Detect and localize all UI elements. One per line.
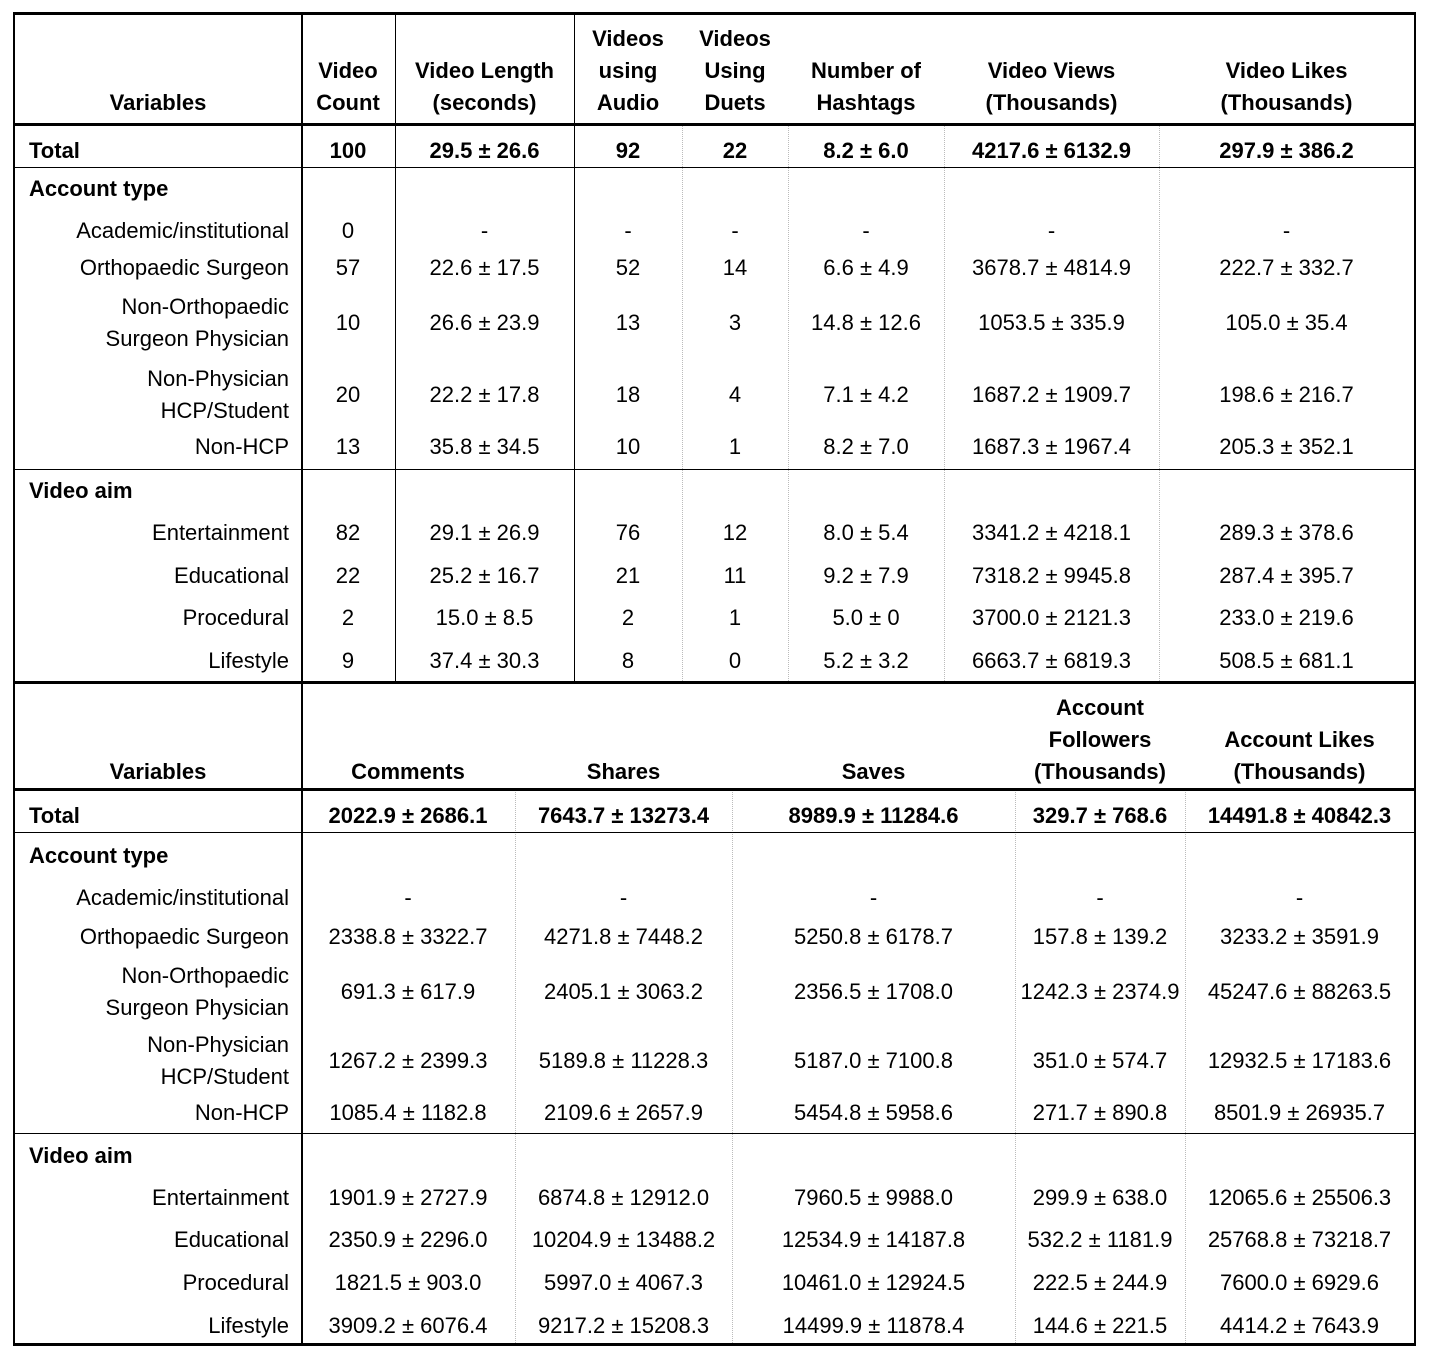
table-cell: 0 (728, 648, 742, 673)
row-label-line: Non-Physician (147, 1031, 289, 1057)
column-header-line: Number of (811, 58, 921, 83)
table-cell: 691.3 ± 617.9 (340, 978, 476, 1004)
table-cell: - (619, 885, 628, 910)
table-cell: 6663.7 ± 6819.3 (972, 648, 1131, 673)
table-cell: 8 (621, 648, 635, 673)
table-cell: - (731, 218, 739, 243)
table-cell: 0 (341, 218, 355, 243)
table-cell: 271.7 ± 890.8 (1032, 1100, 1168, 1125)
table-cell: 14.8 ± 12.6 (811, 310, 921, 335)
table-cell: 222.5 ± 244.9 (1032, 1270, 1168, 1295)
table-cell: - (1096, 885, 1104, 910)
table-cell: - (1047, 218, 1056, 243)
table-cell: 1 (728, 434, 742, 459)
table-cell: 8.0 ± 5.4 (823, 520, 909, 545)
table-cell: 9 (341, 648, 355, 673)
table-cell: 2405.1 ± 3063.2 (544, 978, 703, 1004)
table-cell: 76 (615, 520, 641, 545)
column-header-line: (Thousands) (1233, 759, 1366, 784)
row-label (15, 1029, 289, 1093)
table-cell: - (1282, 218, 1291, 243)
engagement-metrics-table (13, 681, 1416, 1346)
section-rule (15, 1133, 1414, 1134)
total-value: 29.5 ± 26.6 (429, 138, 540, 163)
table-cell: 6.6 ± 4.9 (823, 255, 909, 280)
row-label (15, 921, 289, 953)
table-cell: 14 (722, 255, 748, 280)
table-cell: 3678.7 ± 4814.9 (972, 255, 1131, 280)
row-label (15, 882, 289, 914)
column-header-line: Audio (596, 90, 660, 115)
column-header-line: Videos (592, 26, 664, 51)
column-header-line: Variables (109, 759, 207, 784)
column-header-line: Duets (704, 90, 766, 115)
table-cell: 7960.5 ± 9988.0 (794, 1185, 953, 1210)
total-value: 14491.8 ± 40842.3 (1207, 803, 1392, 828)
column-header (301, 756, 515, 788)
total-rule (15, 832, 1414, 833)
table-cell: 8.2 ± 7.0 (823, 434, 909, 459)
table-cell: - (480, 218, 489, 243)
column-header-line: (Thousands) (985, 90, 1118, 115)
table-cell: 22 (335, 563, 361, 588)
row-label-line: Educational (174, 563, 289, 588)
table-cell: 105.0 ± 35.4 (1225, 310, 1348, 335)
table-cell: 22.2 ± 17.8 (429, 381, 540, 407)
row-label-line: Non-HCP (194, 1100, 289, 1125)
header-rule (15, 123, 1414, 126)
table-cell: 25768.8 ± 73218.7 (1207, 1227, 1392, 1252)
table-cell: 5250.8 ± 6178.7 (794, 924, 953, 949)
row-label-line: Entertainment (152, 520, 289, 545)
table-cell: 5.0 ± 0 (832, 605, 900, 630)
table-cell: 5454.8 ± 5958.6 (794, 1100, 953, 1125)
table-cell: 22.6 ± 17.5 (429, 255, 540, 280)
section-rule (15, 469, 1414, 470)
table-cell: 205.3 ± 352.1 (1219, 434, 1354, 459)
column-header-line: Count (316, 90, 380, 115)
column-header (395, 55, 574, 119)
table-cell: 1687.3 ± 1967.4 (972, 434, 1131, 459)
row-label (15, 1097, 289, 1129)
row-label-line: Non-Orthopaedic (121, 962, 289, 988)
row-label-line: Academic/institutional (76, 885, 289, 910)
column-header (1185, 724, 1414, 788)
table-cell: 7318.2 ± 9945.8 (972, 563, 1131, 588)
table-cell: 13 (335, 434, 361, 459)
table-cell: 10204.9 ± 13488.2 (531, 1227, 716, 1252)
column-header (1015, 692, 1185, 788)
table-cell: 4 (728, 381, 742, 407)
total-value: 8989.9 ± 11284.6 (788, 803, 959, 828)
table-cell: - (869, 885, 878, 910)
row-label-line: Non-Physician (147, 365, 289, 391)
table-cell: 25.2 ± 16.7 (429, 563, 540, 588)
row-label (15, 1224, 289, 1256)
table-cell: 532.2 ± 1181.9 (1027, 1227, 1173, 1252)
column-header (732, 756, 1015, 788)
column-header-line: (Thousands) (1220, 90, 1353, 115)
column-header (682, 23, 788, 119)
table-cell: 1085.4 ± 1182.8 (329, 1100, 487, 1125)
row-label-line: Non-HCP (194, 434, 289, 459)
row-label-line: Entertainment (152, 1185, 289, 1210)
row-label-line: Educational (174, 1227, 289, 1252)
table-cell: 144.6 ± 221.5 (1032, 1313, 1168, 1338)
table-cell: 13 (615, 310, 641, 335)
row-label (15, 602, 289, 634)
total-value: 22 (722, 138, 748, 163)
table-cell: 8501.9 ± 26935.7 (1213, 1100, 1386, 1125)
total-label: Total (29, 803, 80, 828)
table-cell: 299.9 ± 638.0 (1032, 1185, 1168, 1210)
table-cell: 10 (615, 434, 641, 459)
table-cell: 1267.2 ± 2399.3 (328, 1047, 488, 1073)
table-cell: 1687.2 ± 1909.7 (972, 381, 1131, 407)
column-header (944, 55, 1159, 119)
total-value: 7643.7 ± 13273.4 (537, 803, 710, 828)
column-header-line: Videos (699, 26, 771, 51)
total-value: 329.7 ± 768.6 (1032, 803, 1168, 828)
table-cell: 3233.2 ± 3591.9 (1220, 924, 1379, 949)
table-cell: 52 (615, 255, 641, 280)
row-label-line: HCP/Student (160, 1063, 289, 1089)
table-cell: 508.5 ± 681.1 (1219, 648, 1354, 673)
row-label (15, 363, 289, 427)
row-label-line: Orthopaedic Surgeon (79, 255, 289, 280)
section-title: Account type (29, 176, 169, 201)
row-label (15, 1182, 289, 1214)
table-cell: 12932.5 ± 17183.6 (1207, 1047, 1392, 1073)
column-header-line: Video Length (415, 58, 554, 83)
total-rule (15, 167, 1414, 168)
video-metrics-table (13, 12, 1416, 683)
table-cell: 10 (335, 310, 361, 335)
table-cell: 5187.0 ± 7100.8 (794, 1047, 953, 1073)
table-cell: 3909.2 ± 6076.4 (328, 1313, 488, 1338)
column-header-line: Hashtags (816, 90, 916, 115)
table-cell: 1821.5 ± 903.0 (334, 1270, 482, 1295)
column-header-line: (seconds) (432, 90, 537, 115)
table-cell: 12 (722, 520, 748, 545)
row-label (15, 252, 289, 284)
header-variables (15, 756, 301, 788)
row-label-line: Surgeon Physician (105, 994, 289, 1020)
table-cell: 1901.9 ± 2727.9 (328, 1185, 488, 1210)
table-cell: 198.6 ± 216.7 (1219, 381, 1354, 407)
row-label-line: Academic/institutional (76, 218, 289, 243)
column-header-line: Variables (109, 90, 207, 115)
row-label-line: Orthopaedic Surgeon (79, 924, 289, 949)
section-title: Video aim (29, 1143, 133, 1168)
table-cell: 2 (341, 605, 355, 630)
table-cell: - (404, 885, 412, 910)
row-label-line: Non-Orthopaedic (121, 294, 289, 319)
table-cell: 4414.2 ± 7643.9 (1220, 1313, 1379, 1338)
row-label (15, 560, 289, 592)
table-cell: 20 (335, 381, 361, 407)
header-rule (15, 788, 1414, 791)
table-cell: 4271.8 ± 7448.2 (544, 924, 703, 949)
column-header-line: Video (318, 58, 378, 83)
table-cell: 5.2 ± 3.2 (823, 648, 909, 673)
column-header (515, 756, 732, 788)
table-cell: 287.4 ± 395.7 (1219, 563, 1354, 588)
total-value: 297.9 ± 386.2 (1219, 138, 1354, 163)
total-value: 92 (615, 138, 641, 163)
table-cell: 7.1 ± 4.2 (823, 381, 909, 407)
row-label-line: HCP/Student (160, 397, 289, 423)
table-cell: 157.8 ± 139.2 (1032, 924, 1168, 949)
table-cell: 2356.5 ± 1708.0 (794, 978, 953, 1004)
table-cell: 233.0 ± 219.6 (1219, 605, 1354, 630)
table-cell: 6874.8 ± 12912.0 (537, 1185, 710, 1210)
table-cell: 1053.5 ± 335.9 (978, 310, 1125, 335)
table-cell: - (624, 218, 632, 243)
total-label: Total (29, 138, 80, 163)
row-label-line: Lifestyle (208, 648, 289, 673)
table-cell: 57 (335, 255, 361, 280)
table-cell: - (1295, 885, 1304, 910)
header-variables (15, 87, 301, 119)
table-cell: 12534.9 ± 14187.8 (781, 1227, 966, 1252)
column-header-line: Shares (586, 759, 661, 784)
column-header (574, 23, 682, 119)
column-header-line: Account (1056, 695, 1144, 720)
table-cell: 9217.2 ± 15208.3 (537, 1313, 710, 1338)
table-cell: 2350.9 ± 2296.0 (328, 1227, 488, 1252)
table-cell: 5189.8 ± 11228.3 (538, 1047, 709, 1073)
row-label (15, 517, 289, 549)
column-header-line: Using (704, 58, 766, 83)
table-cell: 14499.9 ± 11878.4 (782, 1313, 965, 1338)
table-cell: 9.2 ± 7.9 (823, 563, 909, 588)
total-value: 8.2 ± 6.0 (823, 138, 909, 163)
table-cell: 11 (723, 563, 747, 588)
table-cell: 35.8 ± 34.5 (429, 434, 540, 459)
column-header-line: Saves (841, 759, 906, 784)
row-label-line: Surgeon Physician (105, 326, 289, 351)
table-cell: 45247.6 ± 88263.5 (1207, 978, 1392, 1004)
column-header-line: Followers (1048, 727, 1152, 752)
table-cell: 3341.2 ± 4218.1 (972, 520, 1131, 545)
column-header-line: Video Views (987, 58, 1116, 83)
table-cell: 18 (615, 381, 641, 407)
column-header (301, 55, 395, 119)
table-cell: 5997.0 ± 4067.3 (544, 1270, 703, 1295)
table-cell: 3700.0 ± 2121.3 (972, 605, 1131, 630)
section-title: Video aim (29, 478, 133, 503)
column-header-line: Comments (351, 759, 465, 784)
row-label (15, 1310, 289, 1342)
table-cell: 351.0 ± 574.7 (1032, 1047, 1168, 1073)
column-header-line: Account Likes (1224, 727, 1375, 752)
table-cell: 29.1 ± 26.9 (429, 520, 540, 545)
table-cell: 2338.8 ± 3322.7 (328, 924, 488, 949)
table-cell: 82 (335, 520, 361, 545)
column-header-line: (Thousands) (1034, 759, 1166, 784)
section-title: Account type (29, 843, 169, 868)
column-header-line: Video Likes (1225, 58, 1348, 83)
row-label-line: Lifestyle (208, 1313, 289, 1338)
table-cell: 1242.3 ± 2374.9 (1020, 978, 1180, 1004)
column-header-line: using (598, 58, 658, 83)
row-label (15, 215, 289, 247)
table-cell: 12065.6 ± 25506.3 (1207, 1185, 1392, 1210)
table-cell: 3 (728, 310, 742, 335)
row-label (15, 1267, 289, 1299)
table-cell: 15.0 ± 8.5 (435, 605, 534, 630)
total-value: 4217.6 ± 6132.9 (972, 138, 1131, 163)
table-cell: 2 (621, 605, 635, 630)
table-cell: 10461.0 ± 12924.5 (781, 1270, 966, 1295)
total-value: 2022.9 ± 2686.1 (328, 803, 488, 828)
row-label-line: Procedural (182, 1270, 289, 1295)
table-cell: 1 (728, 605, 742, 630)
table-cell: - (862, 218, 870, 243)
table-cell: 2109.6 ± 2657.9 (544, 1100, 703, 1125)
total-value: 100 (329, 138, 367, 163)
row-label (15, 431, 289, 463)
column-header (1159, 55, 1414, 119)
table-cell: 37.4 ± 30.3 (429, 648, 540, 673)
row-label-line: Procedural (182, 605, 289, 630)
table-cell: 222.7 ± 332.7 (1219, 255, 1354, 280)
row-label (15, 291, 289, 355)
column-header (788, 55, 944, 119)
row-label (15, 960, 289, 1024)
table-cell: 7600.0 ± 6929.6 (1220, 1270, 1379, 1295)
row-label (15, 645, 289, 677)
table-cell: 26.6 ± 23.9 (429, 310, 540, 335)
table-cell: 289.3 ± 378.6 (1219, 520, 1354, 545)
table-cell: 21 (615, 563, 641, 588)
